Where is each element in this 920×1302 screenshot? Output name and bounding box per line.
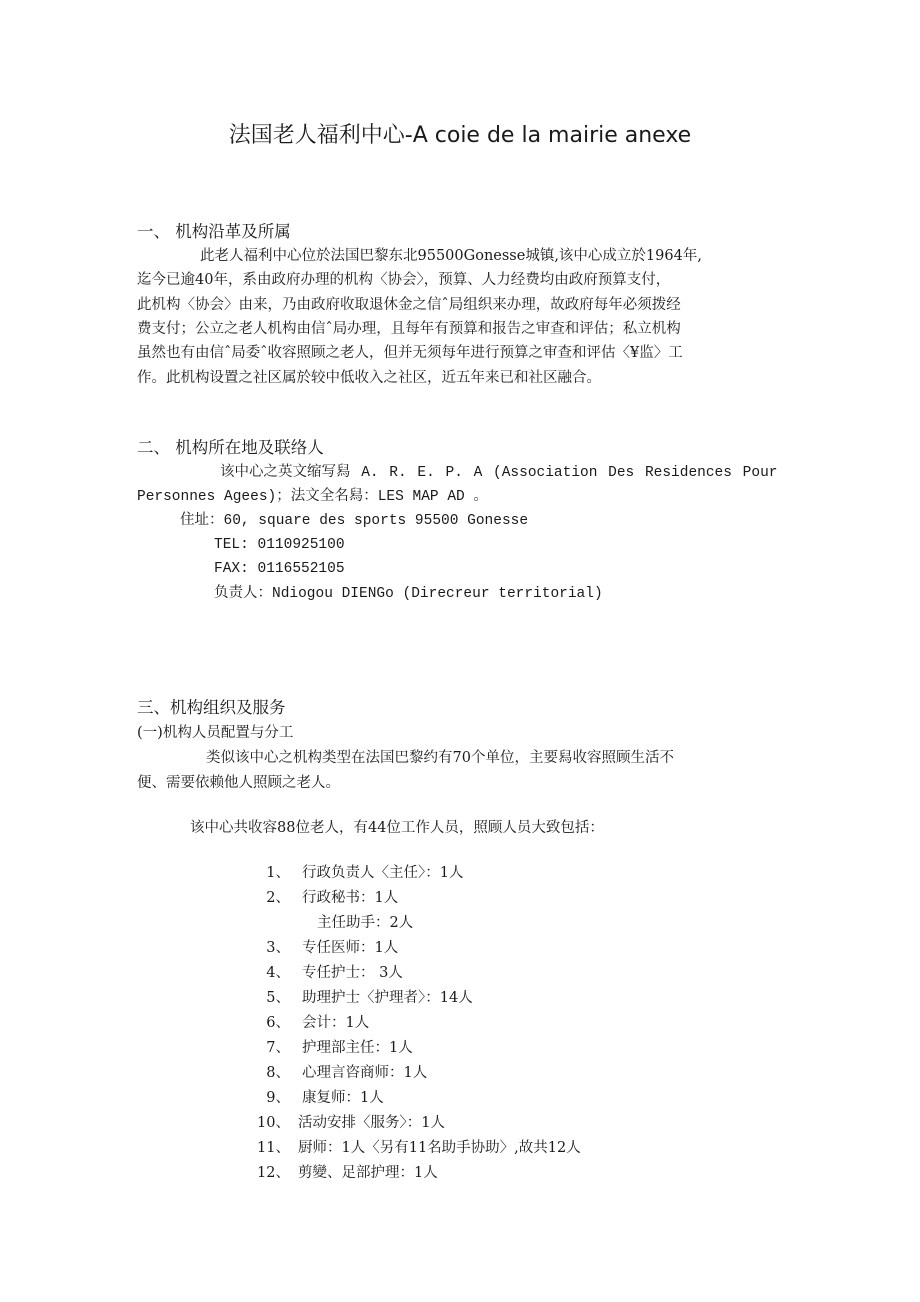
paragraph-line: 此机构〈协会〉由来，乃由政府收取退休金之信ˆ局组织来办理，故政府每年必须拨经 bbox=[137, 297, 681, 313]
abbreviation-line: 该中心之英文缩写舄 A. R. E. P. A (Association Des Residences Pour bbox=[220, 465, 778, 481]
item-number: 9、 bbox=[266, 1090, 290, 1106]
item-number: 11、 bbox=[257, 1140, 290, 1156]
item-text: 心理言咨商师：1人 bbox=[302, 1065, 428, 1081]
item-number: 4、 bbox=[266, 965, 290, 981]
item-number: 7、 bbox=[266, 1040, 290, 1056]
paragraph-line: 迄今已逾40年，系由政府办理的机构〈协会〉，预算、人力经费均由政府预算支付， bbox=[137, 272, 671, 288]
paragraph-line: 此老人福利中心位於法国巴黎东北95500Gonesse城镇,该中心成立於1964年, bbox=[200, 248, 702, 264]
paragraph-line: 作。此机构设置之社区属於较中低收入之社区，近五年来已和社区融合。 bbox=[137, 370, 601, 386]
item-text: 行政负责人〈主任〉：1人 bbox=[302, 865, 464, 881]
item-number: 10、 bbox=[257, 1115, 290, 1131]
item-text: 行政秘书：1人 bbox=[302, 890, 399, 906]
item-number: 8、 bbox=[266, 1065, 290, 1081]
item-number: 12、 bbox=[257, 1165, 290, 1181]
paragraph-line: 虽然也有由信ˆ局委ˆ收容照顾之老人，但并无须每年进行预算之审查和评估〈¥监〉工 bbox=[137, 345, 683, 361]
staff-summary: 该中心共收容88位老人，有44位工作人员，照顾人员大致包括： bbox=[190, 820, 604, 836]
section2-heading: 二、 机构所在地及联络人 bbox=[137, 438, 324, 457]
item-number: 5、 bbox=[266, 990, 290, 1006]
address-line: 住址：60, square des sports 95500 Gonesse bbox=[180, 513, 529, 529]
paragraph-line: 便、需要依赖他人照顾之老人。 bbox=[137, 775, 340, 791]
item-text: 活动安排〈服务〉：1人 bbox=[298, 1115, 445, 1131]
item-number: 2、 bbox=[266, 890, 290, 906]
item-text: 剪變、足部护理：1人 bbox=[298, 1165, 438, 1181]
section3-heading: 三、机构组织及服务 bbox=[137, 698, 286, 717]
section1-heading: 一、 机构沿革及所属 bbox=[137, 222, 291, 241]
section3-subheading: (一)机构人员配置与分工 bbox=[137, 725, 294, 741]
item-number: 3、 bbox=[266, 940, 290, 956]
paragraph-line: 费支付；公立之老人机构由信ˆ局办理，且每年有预算和报告之审查和评估；私立机构 bbox=[137, 321, 681, 337]
fax-line: FAX: 0116552105 bbox=[214, 561, 345, 577]
fullname-line: Personnes Agees)；法文全名舄：LES MAP AD 。 bbox=[137, 489, 488, 505]
item-text: 厨师：1人〈另有11名助手协助〉,故共12人 bbox=[298, 1140, 581, 1156]
item-text: 助理护士〈护理者〉：14人 bbox=[302, 990, 473, 1006]
item-number: 1、 bbox=[266, 865, 290, 881]
tel-line: TEL: 0110925100 bbox=[214, 537, 345, 553]
item-text: 康复师：1人 bbox=[302, 1090, 384, 1106]
item-text: 专任医师：1人 bbox=[302, 940, 399, 956]
item-text: 会计：1人 bbox=[302, 1015, 370, 1031]
paragraph-line: 类似该中心之机构类型在法国巴黎约有70个单位，主要舄收容照顾生活不 bbox=[206, 750, 674, 766]
item-text: 专任护士： 3人 bbox=[302, 965, 403, 981]
document-title: 法国老人福利中心-A coie de la mairie anexe bbox=[228, 123, 692, 148]
item-text: 护理部主任：1人 bbox=[302, 1040, 413, 1056]
contact-person-line: 负责人：Ndiogou DIENGo (Direcreur territorial) bbox=[214, 586, 603, 602]
item-number: 6、 bbox=[266, 1015, 290, 1031]
item-text: 主任助手：2人 bbox=[317, 915, 414, 931]
